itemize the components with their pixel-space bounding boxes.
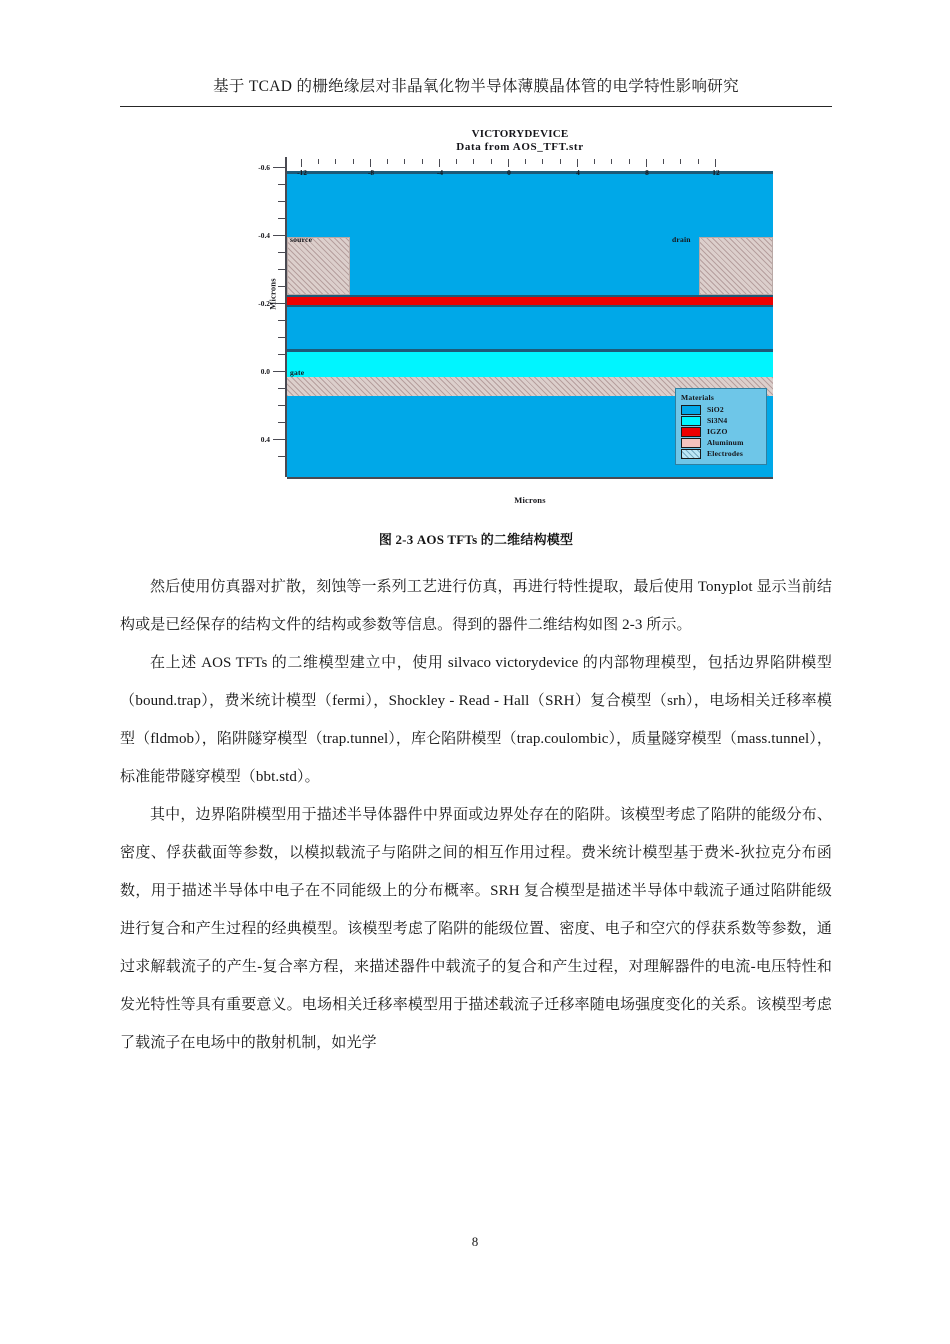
drain-electrode bbox=[699, 237, 773, 295]
x-tick-minor bbox=[560, 159, 561, 164]
y-tick-minor bbox=[278, 354, 287, 355]
legend-swatch-igzo bbox=[681, 427, 701, 437]
x-tick-minor bbox=[680, 159, 681, 164]
x-tick-label: -4 bbox=[436, 168, 444, 177]
y-tick-label: -0.4 bbox=[258, 231, 270, 240]
x-tick-major bbox=[367, 159, 375, 177]
y-tick-major bbox=[260, 367, 287, 376]
x-tick-major bbox=[507, 159, 511, 177]
y-tick-major bbox=[258, 231, 287, 240]
region-label-drain: drain bbox=[672, 235, 691, 244]
x-tick-major bbox=[645, 159, 649, 177]
legend-item bbox=[681, 415, 761, 426]
device-cross-section bbox=[287, 157, 773, 477]
y-tick-minor bbox=[278, 422, 287, 423]
legend-item bbox=[681, 437, 761, 448]
x-tick-minor bbox=[594, 159, 595, 164]
y-tick-label: -0.2 bbox=[258, 299, 270, 308]
materials-legend bbox=[675, 388, 767, 465]
x-tick-minor bbox=[611, 159, 612, 164]
x-tick-label: 4 bbox=[576, 168, 580, 177]
legend-title: Materials bbox=[681, 393, 715, 402]
x-tick-minor bbox=[335, 159, 336, 164]
x-tick-minor bbox=[542, 159, 543, 164]
legend-label-sio2: SiO2 bbox=[707, 405, 724, 414]
layer-igzo-active bbox=[287, 297, 773, 305]
legend-item bbox=[681, 404, 761, 415]
x-tick-minor bbox=[353, 159, 354, 164]
layer-sio2-gate-dielectric bbox=[287, 307, 773, 349]
y-tick-minor bbox=[278, 184, 287, 185]
body-text bbox=[120, 568, 832, 1062]
y-tick-label: 0.0 bbox=[260, 367, 270, 376]
x-tick-label: -8 bbox=[367, 168, 375, 177]
x-tick-minor bbox=[663, 159, 664, 164]
x-tick-minor bbox=[318, 159, 319, 164]
figure-caption: 图 2-3 AOS TFTs 的二维结构模型 bbox=[378, 532, 574, 547]
region-label-source: source bbox=[290, 235, 313, 244]
legend-label-aluminum: Aluminum bbox=[707, 438, 744, 447]
x-tick-minor bbox=[525, 159, 526, 164]
x-tick-minor bbox=[404, 159, 405, 164]
x-tick-major bbox=[436, 159, 444, 177]
y-tick-label: -0.6 bbox=[258, 163, 270, 172]
figure-plot-title-line2: Data from AOS_TFT.str bbox=[456, 141, 584, 153]
y-tick-label: 0.4 bbox=[260, 435, 270, 444]
legend-item bbox=[681, 448, 761, 459]
x-tick-major bbox=[576, 159, 580, 177]
layer-sio2-passivation bbox=[287, 174, 773, 238]
y-tick-minor bbox=[278, 388, 287, 389]
x-tick-major bbox=[297, 159, 307, 177]
x-tick-minor bbox=[473, 159, 474, 164]
x-tick-minor bbox=[491, 159, 492, 164]
paragraph-2: 在上述 AOS TFTs 的二维模型建立中，使用 silvaco victorydevice 的内部物理模型，包括边界陷阱模型（bound.trap），费米统计模型（fermi），Shockley - Read - Hall（SRH）复合模型（srh），电场相关迁移率模型（fldmob），陷阱隧穿模型（trap.tunnel），库仑陷阱模型（trap.coulombic），质量隧穿模型（mass.tunnel），标准能带隧穿模型（bbt.std）。 bbox=[120, 655, 832, 785]
x-tick-label: 0 bbox=[507, 168, 511, 177]
figure-2-3 bbox=[258, 128, 775, 509]
x-tick-minor bbox=[387, 159, 388, 164]
x-tick-minor bbox=[629, 159, 630, 164]
legend-swatch-electrodes bbox=[681, 449, 701, 459]
legend-label-si3n4: Si3N4 bbox=[707, 416, 728, 425]
figure-plot-title-line1: VICTORYDEVICE bbox=[471, 128, 569, 140]
y-axis-title: Microns bbox=[267, 278, 278, 310]
header-divider bbox=[120, 106, 832, 107]
y-tick-major bbox=[260, 435, 287, 444]
legend-label-electrodes: Electrodes bbox=[707, 449, 744, 458]
x-axis-title: Microns bbox=[514, 495, 546, 505]
x-tick-minor bbox=[698, 159, 699, 164]
running-header bbox=[120, 78, 832, 97]
legend-item bbox=[681, 426, 761, 437]
layer-si3n4-gate-dielectric bbox=[287, 352, 773, 377]
y-tick-minor bbox=[278, 286, 287, 287]
legend-label-igzo: IGZO bbox=[707, 427, 728, 436]
y-tick-minor bbox=[278, 218, 287, 219]
y-tick-minor bbox=[278, 269, 287, 270]
y-tick-minor bbox=[278, 337, 287, 338]
legend-swatch-si3n4 bbox=[681, 416, 701, 426]
figure-plot-title bbox=[265, 128, 775, 154]
x-tick-major bbox=[712, 159, 720, 177]
legend-swatch-sio2 bbox=[681, 405, 701, 415]
header-title: 基于 TCAD 的栅绝缘层对非晶氧化物半导体薄膜晶体管的电学特性影响研究 bbox=[213, 78, 739, 95]
page-number: 8 bbox=[471, 1234, 479, 1249]
figure-plot-area bbox=[258, 157, 775, 509]
region-label-gate: gate bbox=[290, 368, 305, 377]
y-tick-minor bbox=[278, 456, 287, 457]
legend-swatch-aluminum bbox=[681, 438, 701, 448]
y-tick-minor bbox=[278, 252, 287, 253]
x-tick-minor bbox=[422, 159, 423, 164]
y-tick-minor bbox=[278, 405, 287, 406]
source-electrode bbox=[287, 237, 350, 295]
x-tick-label: 8 bbox=[645, 168, 649, 177]
x-tick-label: 12 bbox=[712, 168, 720, 177]
y-tick-major bbox=[258, 163, 287, 172]
y-tick-minor bbox=[278, 201, 287, 202]
y-tick-minor bbox=[278, 320, 287, 321]
paragraph-3: 其中，边界陷阱模型用于描述半导体器件中界面或边界处存在的陷阱。该模型考虑了陷阱的能级分布、密度、俘获截面等参数，以模拟载流子与陷阱之间的相互作用过程。费米统计模型基于费米-狄拉克分布函数，用于描述半导体中电子在不同能级上的分布概率。SRH 复合模型是描述半导体中载流子通过陷阱能级进行复合和产生过程的经典模型。该模型考虑了陷阱的能级位置、密度、电子和空穴的俘获系数等参数，通过求解载流子的产生-复合率方程，来描述器件中载流子的复合和产生过程，对理解器件的电流-电压特性和发光特性等具有重要意义。电场相关迁移率模型用于描述载流子迁移率随电场强度变化的关系。该模型考虑了载流子在电场中的散射机制，如光学 bbox=[120, 807, 832, 1051]
x-tick-label: -12 bbox=[297, 168, 307, 177]
x-axis bbox=[287, 477, 773, 479]
paragraph-1: 然后使用仿真器对扩散，刻蚀等一系列工艺进行仿真，再进行特性提取，最后使用 Tonyplot 显示当前结构或是已经保存的结构文件的结构或参数等信息。得到的器件二维结构如图 2-3 所示。 bbox=[120, 579, 832, 633]
y-tick-major bbox=[258, 299, 287, 308]
x-tick-minor bbox=[456, 159, 457, 164]
